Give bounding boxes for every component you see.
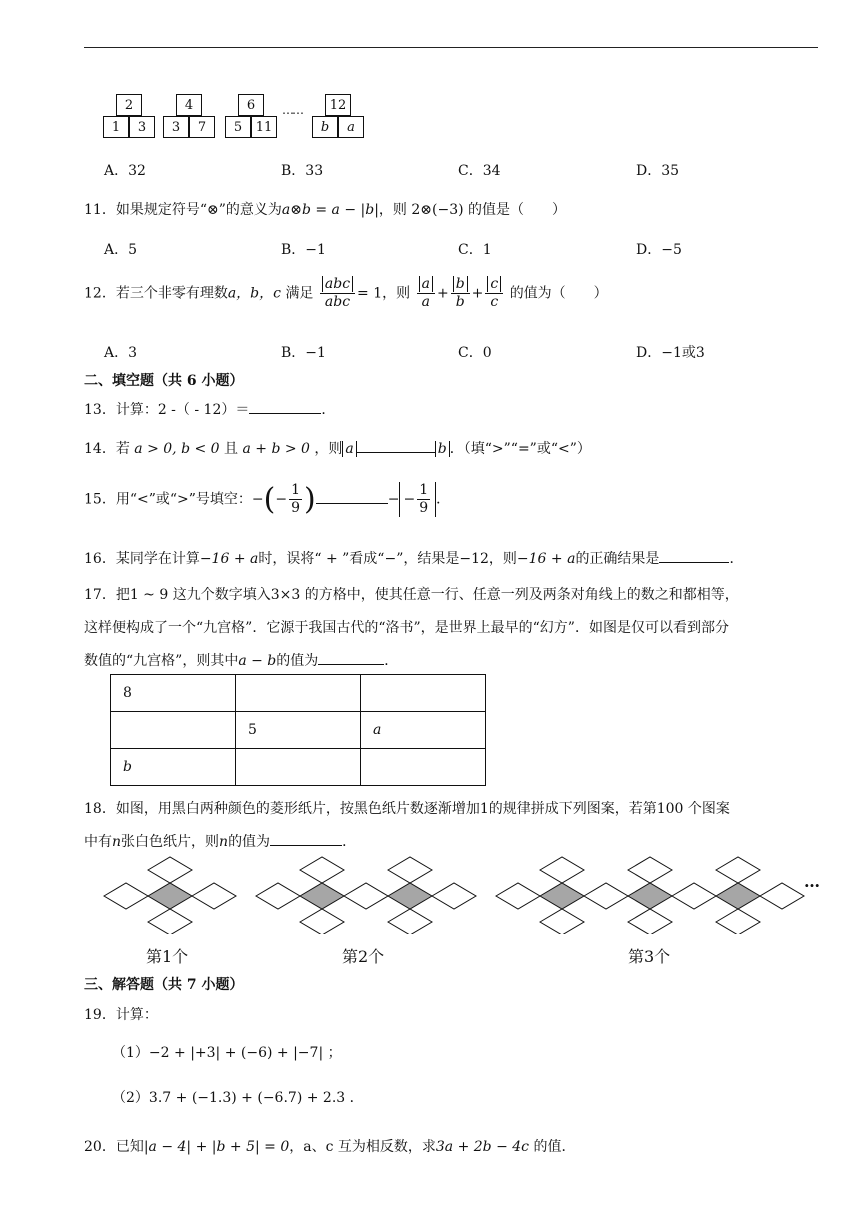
figure-ellipsis: … xyxy=(804,872,820,891)
white-rhombus xyxy=(760,883,804,909)
pattern-box-left: 1 xyxy=(103,116,129,138)
punctuation: ． xyxy=(729,551,744,567)
numerator: 1 xyxy=(419,482,429,498)
question-text: 数值的“九宫格”，则其中 xyxy=(84,653,239,669)
plus-sign: + xyxy=(471,285,484,302)
question-number: 13． xyxy=(84,402,116,418)
expression: |a − 4| + |b + 5| = 0 xyxy=(143,1139,290,1155)
option-a: A．5 xyxy=(104,242,138,258)
question-number: 15． xyxy=(84,491,116,508)
black-rhombus xyxy=(300,883,344,909)
punctuation: ． xyxy=(349,1090,364,1106)
denominator: 9 xyxy=(419,500,429,516)
question-number: 19． xyxy=(84,1007,116,1023)
question-text: 张白色纸片，则 xyxy=(121,834,220,850)
black-rhombus xyxy=(148,883,192,909)
question-text: 若三个非零有理数 xyxy=(115,285,228,302)
punctuation: ； xyxy=(327,1045,342,1061)
black-rhombus xyxy=(388,883,432,909)
abs-numerator: c xyxy=(487,276,501,292)
condition: a + b > 0 xyxy=(242,441,310,457)
question-11 xyxy=(84,199,566,219)
white-rhombus xyxy=(388,857,432,883)
question-20 xyxy=(84,1136,575,1156)
magic-square-grid xyxy=(110,674,486,786)
variable: n xyxy=(112,834,122,850)
abs-numerator: abc xyxy=(322,276,353,292)
denominator: abc xyxy=(324,294,351,310)
white-rhombus xyxy=(104,883,148,909)
question-18-line1: 18．如图，用黑白两种颜色的菱形纸片，按黑色纸片数逐渐增加1的规律拼成下列图案，若第100 个图案 xyxy=(84,801,730,817)
numerator: 1 xyxy=(291,482,301,498)
option-d: D．35 xyxy=(636,163,680,179)
white-rhombus xyxy=(584,883,628,909)
white-rhombus xyxy=(148,909,192,934)
question-text: ，则 xyxy=(488,551,517,567)
pattern-ellipsis: …… xyxy=(282,103,302,117)
question-17-line3 xyxy=(84,650,398,670)
question-text: 的值为 xyxy=(276,653,319,669)
expression: 3.7 + (−1.3) + (−6.7) + 2.3 xyxy=(148,1090,346,1106)
question-text: 如果规定符号“⊗”的意义为 xyxy=(115,202,282,218)
abs-value: b xyxy=(435,441,450,457)
denominator: b xyxy=(455,294,465,310)
grid-cell: 8 xyxy=(111,675,236,712)
question-number: 20． xyxy=(84,1139,116,1155)
option-d: D．−5 xyxy=(636,242,682,258)
punctuation: ． xyxy=(342,834,357,850)
question-text: ，则 xyxy=(382,285,411,302)
white-rhombus xyxy=(716,857,760,883)
white-rhombus xyxy=(628,857,672,883)
question-text: ．（填“>”“=”或“<”） xyxy=(449,441,591,457)
variables: a，b，c xyxy=(227,285,281,302)
pattern-box-top: 12 xyxy=(325,94,351,116)
question-text: 的值是（ ） xyxy=(468,202,567,218)
expression: 2⊗(−3) xyxy=(411,202,464,218)
white-rhombus xyxy=(148,857,192,883)
question-number: 16． xyxy=(84,551,116,567)
abs-numerator: a xyxy=(419,276,433,292)
fraction xyxy=(417,482,430,517)
pattern-box-right: 7 xyxy=(189,116,215,138)
expression: −16 + a xyxy=(516,551,576,567)
question-text: ，则 xyxy=(314,441,343,457)
pattern-box-left: 5 xyxy=(225,116,251,138)
question-text: 已知 xyxy=(115,1139,144,1155)
white-rhombus xyxy=(432,883,476,909)
part-label: （1） xyxy=(112,1045,149,1061)
pattern-box-right: 3 xyxy=(129,116,155,138)
grid-cell: b xyxy=(111,749,236,786)
white-rhombus xyxy=(716,909,760,934)
denominator: 9 xyxy=(291,500,301,516)
white-rhombus xyxy=(192,883,236,909)
white-rhombus xyxy=(628,909,672,934)
formula: a⊗b = a − |b| xyxy=(281,202,379,218)
answer-blank[interactable] xyxy=(249,401,321,414)
grid-cell: 5 xyxy=(236,712,361,749)
question-number: 11． xyxy=(84,202,116,218)
answer-blank[interactable] xyxy=(659,550,729,563)
question-18-line2 xyxy=(84,831,356,851)
part-label: （2） xyxy=(112,1090,149,1106)
option-c: C．34 xyxy=(458,163,501,179)
question-text: 计算： xyxy=(115,1007,158,1023)
question-19-part1 xyxy=(112,1042,342,1062)
fraction xyxy=(289,482,302,517)
question-text: 的值为 xyxy=(228,834,271,850)
option-b: B．−1 xyxy=(281,242,326,258)
answer-blank[interactable] xyxy=(318,652,384,665)
section-heading: 三、解答题（共 7 小题） xyxy=(84,977,244,993)
question-19 xyxy=(84,1004,158,1024)
question-15: 15．用“<”或“>”号填空：−(− $\frac{1}{9}$ ) − − $\frac{1}{9}$ ． xyxy=(84,482,451,517)
question-text: 的值． xyxy=(533,1139,576,1155)
option-a: A．32 xyxy=(104,163,146,179)
pattern-box-top: 2 xyxy=(116,94,142,116)
option-d: D．−1或3 xyxy=(636,345,705,361)
expression: −16 + a xyxy=(199,551,259,567)
equals: = 1 xyxy=(357,285,383,302)
grid-cell xyxy=(236,749,361,786)
grid-cell xyxy=(111,712,236,749)
answer-blank[interactable] xyxy=(357,440,435,453)
black-rhombus xyxy=(540,883,584,909)
punctuation: ． xyxy=(436,491,451,508)
option-a: A．3 xyxy=(104,345,138,361)
expression: 3a + 2b − 4c xyxy=(435,1139,530,1155)
question-text: ，a、c 互为相反数，求 xyxy=(289,1139,436,1155)
question-text: 满足 xyxy=(285,285,314,302)
option-c: C．1 xyxy=(458,242,492,258)
condition: a > 0, b < 0 xyxy=(134,441,220,457)
minus-sign: − xyxy=(275,491,288,508)
pattern-box-right: 11 xyxy=(251,116,277,138)
fraction xyxy=(320,276,355,311)
variable: n xyxy=(219,834,229,850)
header-rule xyxy=(84,47,818,48)
pattern-box-right: a xyxy=(338,116,364,138)
minus-sign: − xyxy=(403,491,416,508)
option-c: C．0 xyxy=(458,345,492,361)
question-text: 计算：2 -（ - 12）＝ xyxy=(115,402,250,418)
question-text: 用“<”或“>”号填空： xyxy=(115,491,252,508)
grid-cell xyxy=(361,749,486,786)
white-rhombus xyxy=(388,909,432,934)
pattern-box-left: b xyxy=(312,116,338,138)
figure-caption: 第3个 xyxy=(628,947,671,966)
question-number: 14． xyxy=(84,441,116,457)
black-rhombus xyxy=(628,883,672,909)
white-rhombus xyxy=(540,857,584,883)
question-text: 的值为（ ） xyxy=(509,285,608,302)
denominator: a xyxy=(421,294,430,310)
pattern-box-top: 4 xyxy=(176,94,202,116)
rhombus-pattern-figure xyxy=(96,852,836,934)
question-13 xyxy=(84,399,335,419)
question-17-line1: 17．把1 ~ 9 这九个数字填入3×3 的方格中，使其任意一行、任意一列及两条对角线上的数之和都相等， xyxy=(84,587,739,603)
figure-caption: 第1个 xyxy=(146,947,189,966)
option-b: B．−1 xyxy=(281,345,326,361)
grid-cell xyxy=(236,675,361,712)
abs-value: a xyxy=(342,441,356,457)
expression: a − b xyxy=(238,653,277,669)
question-19-part2 xyxy=(112,1087,364,1107)
plus-sign: + xyxy=(436,285,449,302)
minus-sign: − xyxy=(251,491,264,508)
figure-caption: 第2个 xyxy=(342,947,385,966)
pattern-box-left: 3 xyxy=(163,116,189,138)
black-rhombus xyxy=(716,883,760,909)
punctuation: ． xyxy=(384,653,399,669)
white-rhombus xyxy=(300,857,344,883)
question-14 xyxy=(84,438,591,458)
denominator: c xyxy=(490,294,499,310)
question-text: 若 xyxy=(115,441,130,457)
abs-numerator: b xyxy=(453,276,468,292)
white-rhombus xyxy=(496,883,540,909)
white-rhombus xyxy=(672,883,716,909)
question-text: 中有 xyxy=(84,834,112,850)
grid-cell: a xyxy=(361,712,486,749)
pattern-box-top: 6 xyxy=(238,94,264,116)
question-text: 且 xyxy=(224,441,239,457)
question-text: 某同学在计算 xyxy=(115,551,200,567)
result-value: −12 xyxy=(459,551,489,567)
grid-cell xyxy=(361,675,486,712)
question-text: 的正确结果是 xyxy=(575,551,660,567)
question-number: 12． xyxy=(84,285,116,302)
section-heading: 二、填空题（共 6 小题） xyxy=(84,373,244,389)
fraction xyxy=(451,276,470,311)
minus-sign: − xyxy=(387,491,400,508)
answer-blank[interactable] xyxy=(270,833,342,846)
fraction xyxy=(485,276,503,311)
answer-blank[interactable] xyxy=(316,491,388,504)
white-rhombus xyxy=(256,883,300,909)
white-rhombus xyxy=(344,883,388,909)
fraction xyxy=(417,276,435,311)
white-rhombus xyxy=(300,909,344,934)
question-12 xyxy=(84,276,608,311)
white-rhombus xyxy=(540,909,584,934)
option-b: B．33 xyxy=(281,163,324,179)
question-text: 时，误将“ + ”看成“−”，结果是 xyxy=(258,551,460,567)
expression: −2 + |+3| + (−6) + |−7| xyxy=(148,1045,324,1061)
question-text: ，则 xyxy=(378,202,407,218)
question-17-line2: 这样便构成了一个“九宫格”．它源于我国古代的“洛书”，是世界上最早的“幻方”．如图是仅可以看到部分 xyxy=(84,620,729,636)
question-16 xyxy=(84,548,743,568)
punctuation: ． xyxy=(321,402,336,418)
